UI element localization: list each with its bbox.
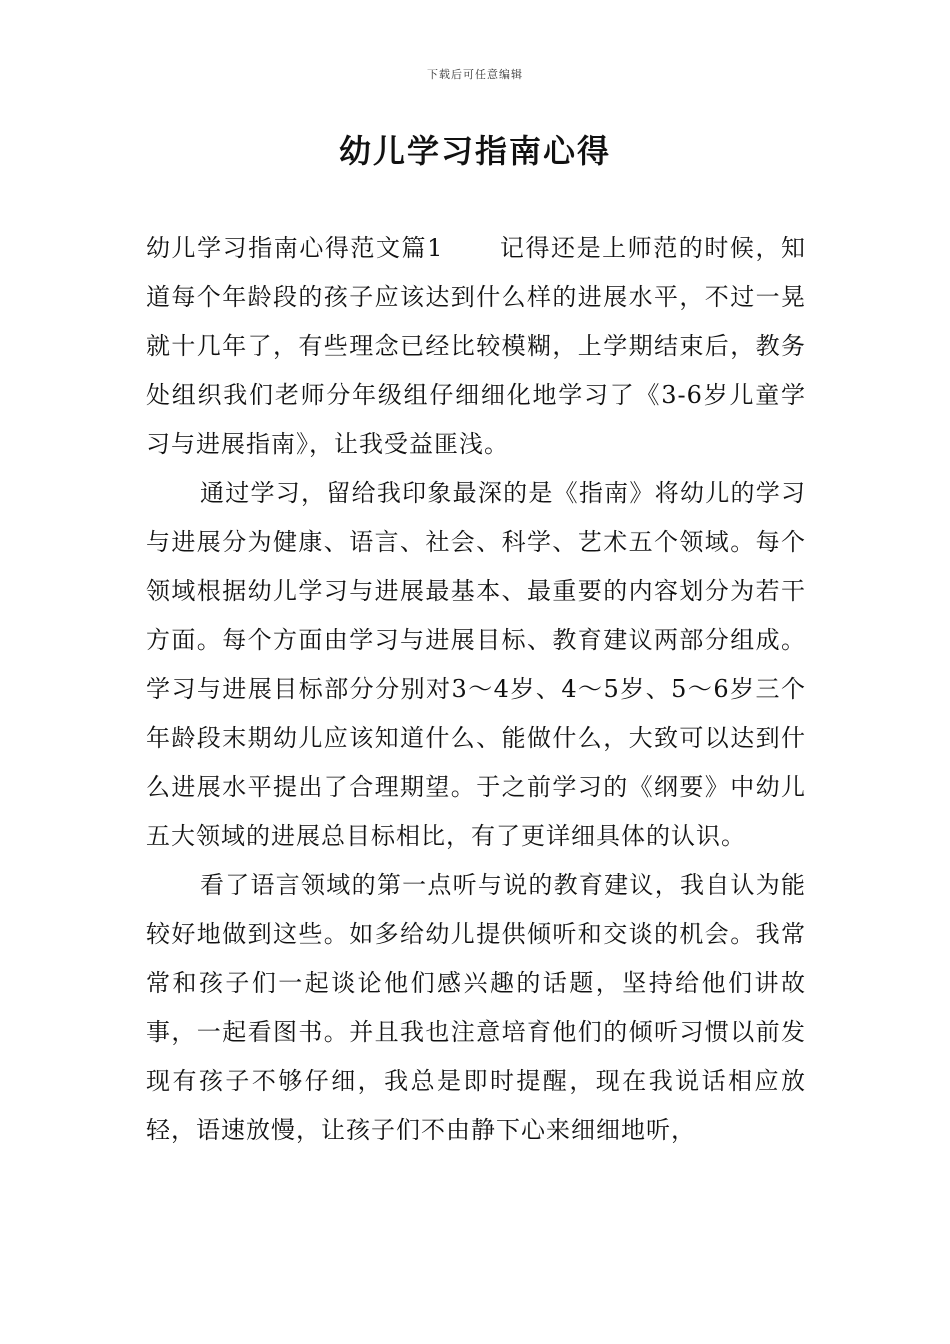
paragraph-1-text: 记得还是上师范的时候，知道每个年龄段的孩子应该达到什么样的进展水平，不过一晃就十几年了，有些理念已经比较模糊，上学期结束后，教务处组织我们老师分年级组仔细细化地学习了《3-6岁儿童学习与进展指南》，让我受益匪浅。 [146,234,806,458]
paragraph-3: 看了语言领域的第一点听与说的教育建议，我自认为能较好地做到这些。如多给幼儿提供倾听和交谈的机会。我常常和孩子们一起谈论他们感兴趣的话题，坚持给他们讲故事，一起看图书。并且我也注意培育他们的倾听习惯以前发现有孩子不够仔细，我总是即时提醒，现在我说话相应放轻，语速放慢，让孩子们不由静下心来细细地听， [146,871,806,1144]
header-note: 下载后可任意编辑 [427,68,523,81]
page-title: 幼儿学习指南心得 [338,132,611,170]
paragraph-1 [146,224,806,469]
article-label: 幼儿学习指南心得范文篇1 [146,234,444,262]
document-body [146,224,806,1155]
paragraph-2: 通过学习，留给我印象最深的是《指南》将幼儿的学习与进展分为健康、语言、社会、科学、艺术五个领域。每个领域根据幼儿学习与进展最基本、最重要的内容划分为若干方面。每个方面由学习与进展目标、教育建议两部分组成。学习与进展目标部分分别对3～4岁、4～5岁、5～6岁三个年龄段末期幼儿应该知道什么、能做什么，大致可以达到什么进展水平提出了合理期望。于之前学习的《纲要》中幼儿五大领域的进展总目标相比，有了更详细具体的认识。 [146,479,806,850]
